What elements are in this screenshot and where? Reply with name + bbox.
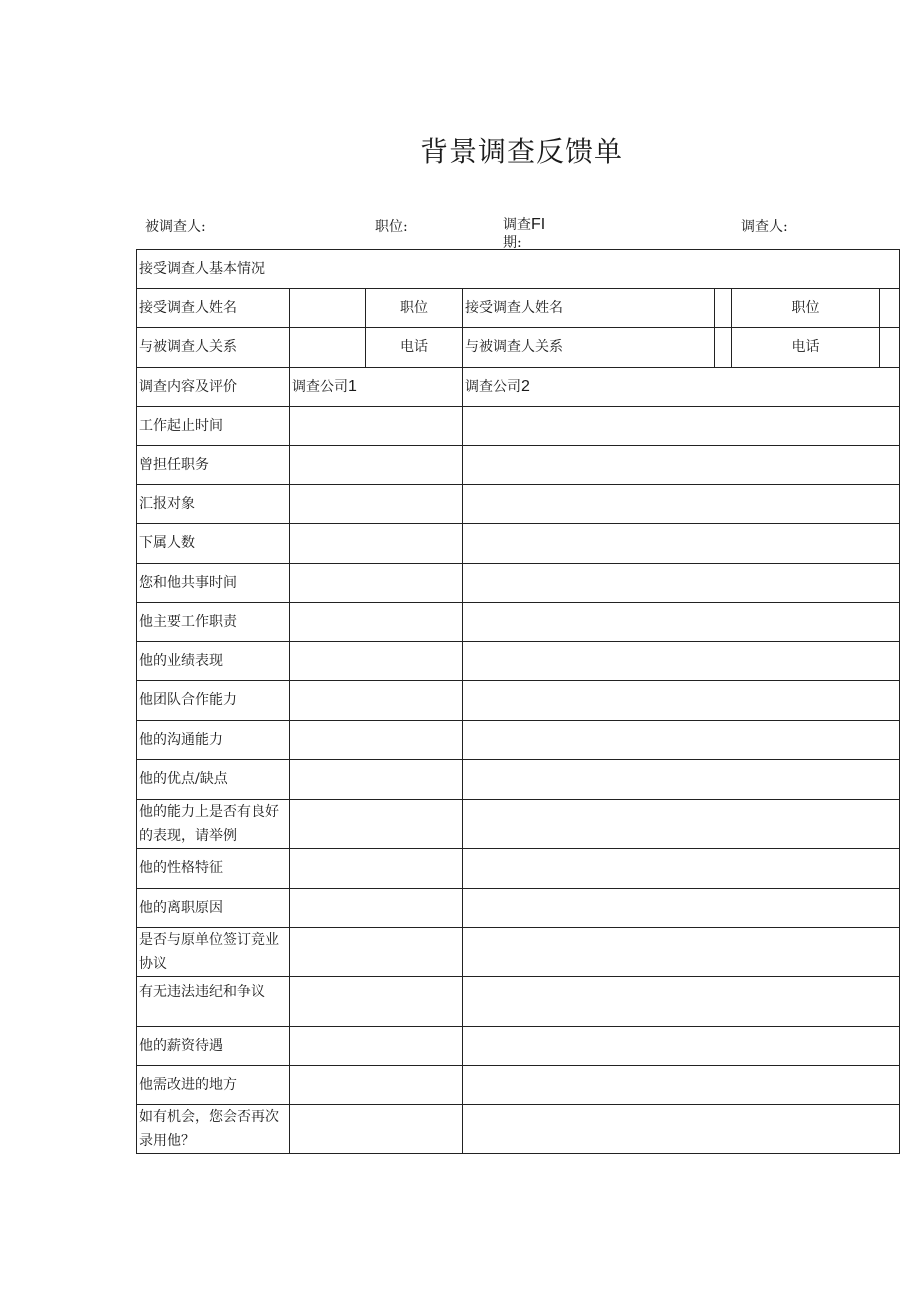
relation-value-1[interactable] <box>290 328 366 368</box>
name-label-1: 接受调查人姓名 <box>137 289 290 328</box>
question-label: 如有机会，您会否再次录用他？ <box>137 1105 290 1154</box>
section-title: 接受调查人基本情况 <box>137 250 900 289</box>
question-row <box>137 407 900 446</box>
question-row <box>137 681 900 721</box>
company-2-text: 调查公司 <box>465 379 521 395</box>
name-label-2: 接受调查人姓名 <box>463 289 715 328</box>
survey-date-part1: 调查 <box>503 217 531 233</box>
company-2-answer[interactable] <box>463 1105 900 1154</box>
company-2-answer[interactable] <box>463 564 900 603</box>
company-1-answer[interactable] <box>290 928 463 977</box>
company-1-answer[interactable] <box>290 485 463 524</box>
company-1-answer[interactable] <box>290 407 463 446</box>
question-row <box>137 564 900 603</box>
question-row <box>137 1066 900 1105</box>
position-label-1: 职位 <box>366 289 463 328</box>
company-2-answer[interactable] <box>463 446 900 485</box>
company-2-answer[interactable] <box>463 603 900 642</box>
company-1-answer[interactable] <box>290 760 463 800</box>
question-label: 汇报对象 <box>137 485 290 524</box>
company-1-answer[interactable] <box>290 889 463 928</box>
question-row <box>137 1027 900 1066</box>
question-row <box>137 760 900 800</box>
company-1-answer[interactable] <box>290 564 463 603</box>
question-label: 是否与原单位签订竞业协议 <box>137 928 290 977</box>
question-label: 他的能力上是否有良好的表现，请举例 <box>137 800 290 849</box>
company-2-answer[interactable] <box>463 485 900 524</box>
company-1-answer[interactable] <box>290 446 463 485</box>
company-1-answer[interactable] <box>290 800 463 849</box>
question-label: 他的优点/缺点 <box>137 760 290 800</box>
content-header-label: 调查内容及评价 <box>137 368 290 407</box>
company-1-header <box>290 368 463 407</box>
company-2-answer[interactable] <box>463 524 900 564</box>
question-row <box>137 977 900 1027</box>
company-2-answer[interactable] <box>463 1066 900 1105</box>
phone-value-2[interactable] <box>880 328 900 368</box>
company-2-answer[interactable] <box>463 849 900 889</box>
question-row <box>137 1105 900 1154</box>
question-label: 他的薪资待遇 <box>137 1027 290 1066</box>
question-row <box>137 889 900 928</box>
company-2-answer[interactable] <box>463 721 900 760</box>
company-2-answer[interactable] <box>463 800 900 849</box>
contact-name-row <box>137 289 900 328</box>
relation-label-1: 与被调查人关系 <box>137 328 290 368</box>
company-1-answer[interactable] <box>290 1105 463 1154</box>
company-2-answer[interactable] <box>463 407 900 446</box>
relation-label-2: 与被调查人关系 <box>463 328 715 368</box>
position-label: 职位: <box>375 219 408 235</box>
question-label: 有无违法违纪和争议 <box>137 977 290 1027</box>
company-1-answer[interactable] <box>290 721 463 760</box>
position-value-2[interactable] <box>880 289 900 328</box>
investigator-label: 调查人: <box>741 219 788 235</box>
company-2-answer[interactable] <box>463 642 900 681</box>
question-row <box>137 603 900 642</box>
question-label: 工作起止时间 <box>137 407 290 446</box>
company-2-header <box>463 368 900 407</box>
question-row <box>137 800 900 849</box>
company-1-answer[interactable] <box>290 849 463 889</box>
company-2-answer[interactable] <box>463 928 900 977</box>
question-row <box>137 928 900 977</box>
company-1-answer[interactable] <box>290 524 463 564</box>
survey-date-label <box>503 216 545 252</box>
question-label: 他的离职原因 <box>137 889 290 928</box>
content-header-row <box>137 368 900 407</box>
company-1-answer[interactable] <box>290 642 463 681</box>
contact-relation-row <box>137 328 900 368</box>
question-label: 他的性格特征 <box>137 849 290 889</box>
company-1-text: 调查公司 <box>292 379 348 395</box>
question-label: 他的沟通能力 <box>137 721 290 760</box>
question-row <box>137 524 900 564</box>
company-1-answer[interactable] <box>290 977 463 1027</box>
question-row <box>137 642 900 681</box>
company-1-answer[interactable] <box>290 681 463 721</box>
relation-value-2[interactable] <box>715 328 732 368</box>
company-1-answer[interactable] <box>290 603 463 642</box>
company-2-answer[interactable] <box>463 977 900 1027</box>
question-label: 他团队合作能力 <box>137 681 290 721</box>
survey-form-table <box>136 249 900 1154</box>
survey-date-part2: FI <box>531 216 546 233</box>
question-row <box>137 485 900 524</box>
question-row <box>137 446 900 485</box>
question-label: 曾担任职务 <box>137 446 290 485</box>
company-2-answer[interactable] <box>463 681 900 721</box>
question-label: 他需改进的地方 <box>137 1066 290 1105</box>
company-1-number: 1 <box>348 378 357 395</box>
question-label: 下属人数 <box>137 524 290 564</box>
company-2-answer[interactable] <box>463 760 900 800</box>
question-row <box>137 721 900 760</box>
company-2-answer[interactable] <box>463 889 900 928</box>
question-label: 您和他共事时间 <box>137 564 290 603</box>
section-row <box>137 250 900 289</box>
company-2-number: 2 <box>521 378 530 395</box>
company-1-answer[interactable] <box>290 1066 463 1105</box>
form-title: 背景调查反馈单 <box>420 135 624 168</box>
survey-date-part3: 期: <box>503 235 522 251</box>
question-label: 他的业绩表现 <box>137 642 290 681</box>
position-label-2: 职位 <box>732 289 880 328</box>
investigatee-label: 被调查人: <box>145 219 206 235</box>
name-value-1[interactable] <box>290 289 366 328</box>
name-value-2[interactable] <box>715 289 732 328</box>
phone-label-1: 电话 <box>366 328 463 368</box>
company-2-answer[interactable] <box>463 1027 900 1066</box>
question-label: 他主要工作职责 <box>137 603 290 642</box>
question-row <box>137 849 900 889</box>
company-1-answer[interactable] <box>290 1027 463 1066</box>
phone-label-2: 电话 <box>732 328 880 368</box>
